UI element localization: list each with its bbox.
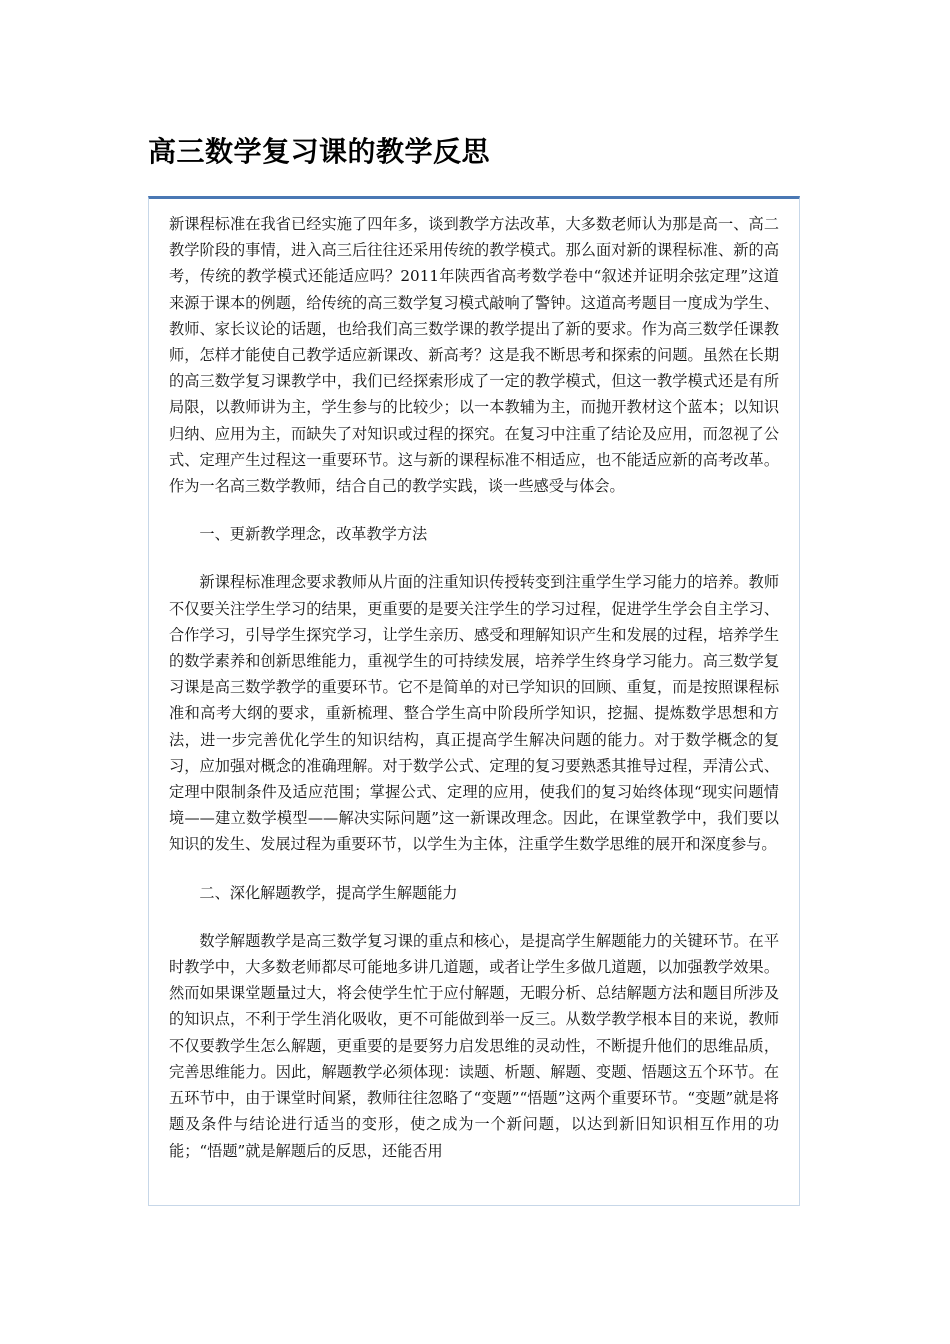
intro-paragraph: 新课程标准在我省已经实施了四年多，谈到教学方法改革，大多数老师认为那是高一、高二教学阶段的事情，进入高三后往往还采用传统的教学模式。那么面对新的课程标准、新的高考，传统的教学模式还能适应吗？2011年陕西省高考数学卷中“叙述并证明余弦定理”这道来源于课本的例题，给传统的高三数学复习模式敲响了警钟。这道高考题目一度成为学生、教师、家长议论的话题，也给我们高三数学课的教学提出了新的要求。作为高三数学任课教师，怎样才能使自己教学适应新课改、新高考？这是我不断思考和探索的问题。虽然在长期的高三数学复习课教学中，我们已经探索形成了一定的教学模式，但这一教学模式还是有所局限，以教师讲为主，学生参与的比较少；以一本教辅为主，而抛开教材这个蓝本；以知识归纳、应用为主，而缺失了对知识或过程的探究。在复习中注重了结论及应用，而忽视了公式、定理产生过程这一重要环节。这与新的课程标准不相适应，也不能适应新的高考改革。作为一名高三数学教师，结合自己的教学实践，谈一些感受与体会。	[169, 215, 779, 496]
article-content-box	[148, 196, 800, 1206]
section-1-paragraph: 新课程标准理念要求教师从片面的注重知识传授转变到注重学生学习能力的培养。教师不仅要关注学生学习的结果，更重要的是要关注学生的学习过程，促进学生学会自主学习、合作学习，引导学生探究学习，让学生亲历、感受和理解知识产生和发展的过程，培养学生的数学素养和创新思维能力，重视学生的可持续发展，培养学生终身学习能力。高三数学复习课是高三数学教学的重要环节。它不是简单的对已学知识的回顾、重复，而是按照课程标准和高考大纲的要求，重新梳理、整合学生高中阶段所学知识，挖掘、提炼数学思想和方法，进一步完善优化学生的知识结构，真正提高学生解决问题的能力。对于数学概念的复习，应加强对概念的准确理解。对于数学公式、定理的复习要熟悉其推导过程，弄清公式、定理中限制条件及适应范围；掌握公式、定理的应用，使我们的复习始终体现“现实问题情境——建立数学模型——解决实际问题”这一新课改理念。因此，在课堂教学中，我们要以知识的发生、发展过程为重要环节，以学生为主体，注重学生数学思维的展开和深度参与。	[169, 573, 779, 854]
section-2-heading: 二、深化解题教学，提高学生解题能力	[199, 883, 458, 902]
section-1-heading: 一、更新教学理念，改革教学方法	[199, 525, 428, 544]
paragraph-gap	[169, 906, 779, 928]
section-2-paragraph: 数学解题教学是高三数学复习课的重点和核心，是提高学生解题能力的关键环节。在平时教学中，大多数老师都尽可能地多讲几道题，或者让学生多做几道题，以加强教学效果。然而如果课堂题量过大，将会使学生忙于应付解题，无暇分析、总结解题方法和题目所涉及的知识点，不利于学生消化吸收，更不可能做到举一反三。从数学教学根本目的来说，教师不仅要教学生怎么解题，更重要的是要努力启发思维的灵动性，不断提升他们的思维品质，完善思维能力。因此，解题教学必须体现：读题、析题、解题、变题、悟题这五个环节。在五环节中，由于课堂时间紧，教师往往忽略了“变题”“悟题”这两个重要环节。“变题”就是将题及条件与结论进行适当的变形，使之成为一个新问题，以达到新旧知识相互作用的功能；“悟题”就是解题后的反思，还能否用	[169, 931, 779, 1160]
paragraph-gap	[169, 547, 779, 569]
paragraph-gap	[169, 858, 779, 880]
document-title: 高三数学复习课的教学反思	[148, 135, 491, 168]
paragraph-gap	[169, 499, 779, 521]
